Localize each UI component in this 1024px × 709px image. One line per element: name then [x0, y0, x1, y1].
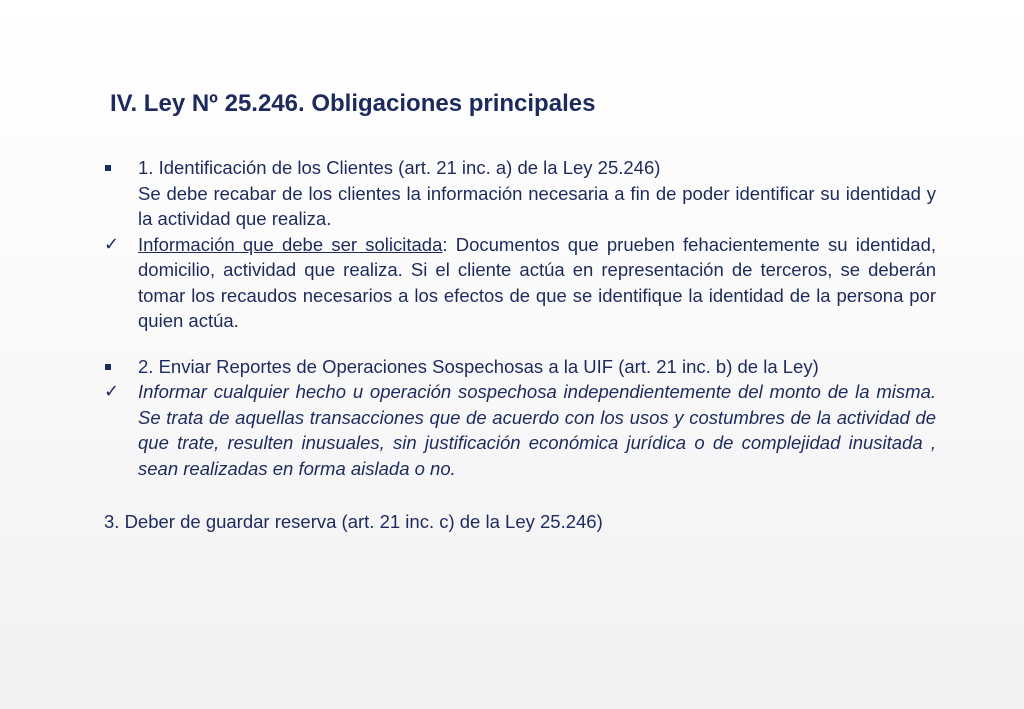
section-2-check-text: Informar cualquier hecho u operación sospechosa independientemente del monto de la misma. Se trata de aquellas transacciones que de acuerdo con los usos y costumbres de la actividad de que trate, resulten inusuales, sin justificación económica jurídica o de complejidad inusitada , sean realizadas en forma aislada o no.: [138, 381, 936, 479]
checkmark-icon: ✓: [104, 233, 120, 255]
section-2-check-item: [104, 379, 936, 481]
section-1-heading-item: [104, 155, 936, 181]
spacer: [104, 481, 936, 509]
section-1-paragraph: Se debe recabar de los clientes la información necesaria a fin de poder identificar su identidad y la actividad que realiza.: [138, 182, 936, 229]
section-3-heading: 3. Deber de guardar reserva (art. 21 inc. c) de la Ley 25.246): [104, 511, 603, 532]
square-bullet-icon: [104, 354, 124, 380]
section-1-heading: 1. Identificación de los Clientes (art. 21 inc. a) de la Ley 25.246): [138, 157, 661, 178]
section-3-heading-item: [104, 509, 936, 535]
section-2-heading: 2. Enviar Reportes de Operaciones Sospechosas a la UIF (art. 21 inc. b) de la Ley): [138, 355, 819, 377]
square-bullet-icon: [104, 155, 124, 181]
page-title: IV. Ley Nº 25.246. Obligaciones principales: [110, 90, 596, 117]
slide-content: [104, 155, 936, 535]
section-1-check-text: : Documentos que prueben fehacientemente su identidad, domicilio, actividad que realiza. Si el cliente actúa en representación de terceros, se deberán tomar los recaudos necesarios a los efectos de que se identifique la identidad de la persona por quien actúa.: [138, 233, 936, 331]
section-2-heading-item: [104, 354, 936, 380]
checkmark-icon: ✓: [104, 381, 120, 402]
section-1-paragraph-item: [104, 181, 936, 232]
section-1-check-item: [104, 232, 936, 334]
spacer: [104, 334, 936, 354]
section-1-check-label: Información que debe ser solicitada: [138, 233, 443, 255]
